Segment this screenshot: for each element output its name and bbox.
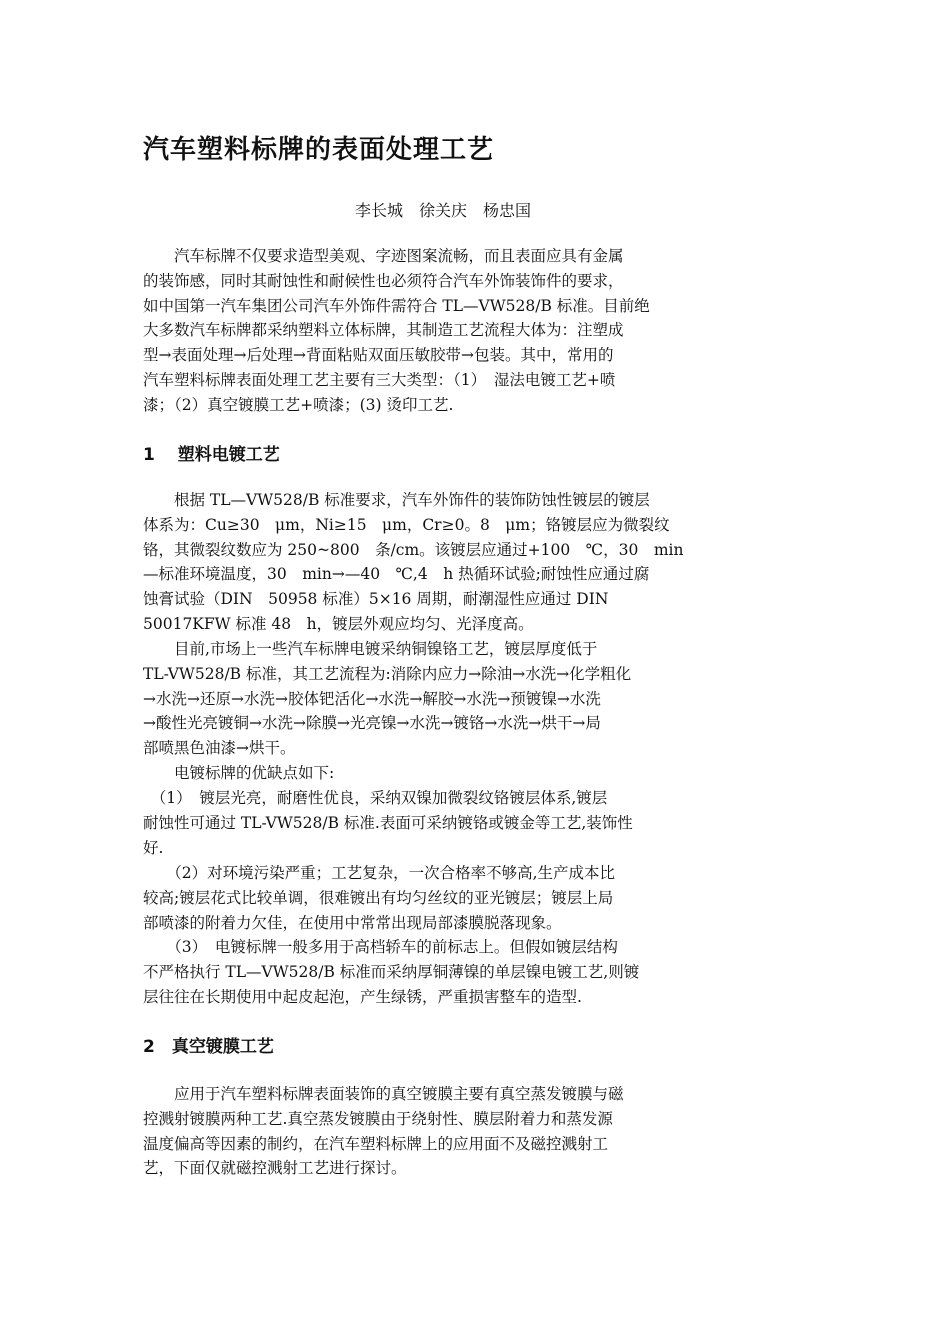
text-line: （3） 电镀标牌一般多用于高档轿车的前标志上。但假如镀层结构 <box>143 938 618 956</box>
document-title: 汽车塑料标牌的表面处理工艺 <box>143 135 495 165</box>
author-list <box>143 196 743 226</box>
author-name: 杨忠国 <box>483 201 532 220</box>
text-line: 耐蚀性可通过 TL-VW528/B 标准.表面可采纳镀铬或镀金等工艺,装饰性 <box>143 813 633 832</box>
text-line: 汽车塑料标牌表面处理工艺主要有三大类型：（1） 湿法电镀工艺+喷 <box>143 370 616 389</box>
author-name: 李长城 <box>354 201 403 220</box>
text-line: →水洗→还原→水洗→胶体钯活化→水洗→解胶→水洗→预镀镍→水洗 <box>143 689 601 708</box>
section1-paragraph-pros-cons-intro <box>143 761 739 786</box>
text-line: 蚀膏试验（DIN 50958 标准）5×16 周期，耐潮湿性应通过 DIN <box>143 590 609 609</box>
text-line: 温度偏高等因素的制约，在汽车塑料标牌上的应用面不及磁控溅射工 <box>143 1134 609 1153</box>
text-line: 如中国第一汽车集团公司汽车外饰件需符合 TL—VW528/B 标准。目前绝 <box>143 296 650 315</box>
text-line: 铬，其微裂纹数应为 250~800 条/cm。该镀层应通过+100 ℃，30 min <box>143 540 684 559</box>
text-line: 型→表面处理→后处理→背面粘贴双面压敏胶带→包装。其中，常用的 <box>143 346 614 365</box>
section1-paragraph-process <box>143 637 739 761</box>
text-line: →酸性光亮镀铜→水洗→除膜→光亮镍→水洗→镀铬→水洗→烘干→局 <box>143 714 601 733</box>
section1-item-1 <box>143 786 739 860</box>
text-line: TL-VW528/B 标准，其工艺流程为:消除内应力→除油→水洗→化学粗化 <box>143 664 632 683</box>
text-line: 电镀标牌的优缺点如下: <box>143 764 335 782</box>
text-line: 体系为：Cu≥30 μm，Ni≥15 μm，Cr≥0。8 μm；铬镀层应为微裂纹 <box>143 515 670 534</box>
text-line: 大多数汽车标牌都采纳塑料立体标牌，其制造工艺流程大体为：注塑成 <box>143 321 624 340</box>
text-line: 层往往在长期使用中起皮起泡，产生绿锈，严重损害整车的造型. <box>143 987 582 1006</box>
text-line: 50017KFW 标准 48 h，镀层外观应均匀、光泽度高。 <box>143 614 534 633</box>
text-line: 部喷漆的附着力欠佳，在使用中常常出现局部漆膜脱落现象。 <box>143 913 562 932</box>
intro-paragraph <box>143 244 739 418</box>
author-name: 徐关庆 <box>418 201 467 220</box>
text-line: 目前,市场上一些汽车标牌电镀采纳铜镍铬工艺，镀层厚度低于 <box>143 640 598 658</box>
text-line: 控溅射镀膜两种工艺.真空蒸发镀膜由于绕射性、膜层附着力和蒸发源 <box>143 1109 613 1128</box>
section-heading: 1 塑料电镀工艺 <box>143 445 280 465</box>
text-line: 艺，下面仅就磁控溅射工艺进行探讨。 <box>143 1159 407 1178</box>
text-line: 部喷黑色油漆→烘干。 <box>143 739 296 758</box>
text-line: 根据 TL—VW528/B 标准要求，汽车外饰件的装饰防蚀性镀层的镀层 <box>143 491 650 509</box>
text-line: 汽车标牌不仅要求造型美观、字迹图案流畅，而且表面应具有金属 <box>143 247 624 265</box>
text-line: 好. <box>143 838 164 857</box>
text-line: 应用于汽车塑料标牌表面装饰的真空镀膜主要有真空蒸发镀膜与磁 <box>143 1085 624 1103</box>
text-line: （2）对环境污染严重；工艺复杂，一次合格率不够高,生产成本比 <box>143 864 616 882</box>
text-line: （1） 镀层光亮，耐磨性优良，采纳双镍加微裂纹铬镀层体系,镀层 <box>143 789 608 807</box>
section2-paragraph <box>143 1082 739 1181</box>
section-heading: 2 真空镀膜工艺 <box>143 1037 274 1057</box>
text-line: 不严格执行 TL—VW528/B 标准而采纳厚铜薄镍的单层镍电镀工艺,则镀 <box>143 962 640 981</box>
text-line: 的装饰感，同时其耐蚀性和耐候性也必须符合汽车外饰装饰件的要求， <box>143 271 624 290</box>
text-line: 较高;镀层花式比较单调，很难镀出有均匀丝纹的亚光镀层；镀层上局 <box>143 888 614 907</box>
section1-item-2 <box>143 861 739 935</box>
section1-item-3 <box>143 935 739 1009</box>
section1-paragraph-standard <box>143 488 739 637</box>
text-line: 漆；（2）真空镀膜工艺+喷漆；(3) 烫印工艺. <box>143 395 454 414</box>
text-line: —标准环境温度，30 min→—40 ℃,4 h 热循环试验;耐蚀性应通过腐 <box>143 565 650 584</box>
